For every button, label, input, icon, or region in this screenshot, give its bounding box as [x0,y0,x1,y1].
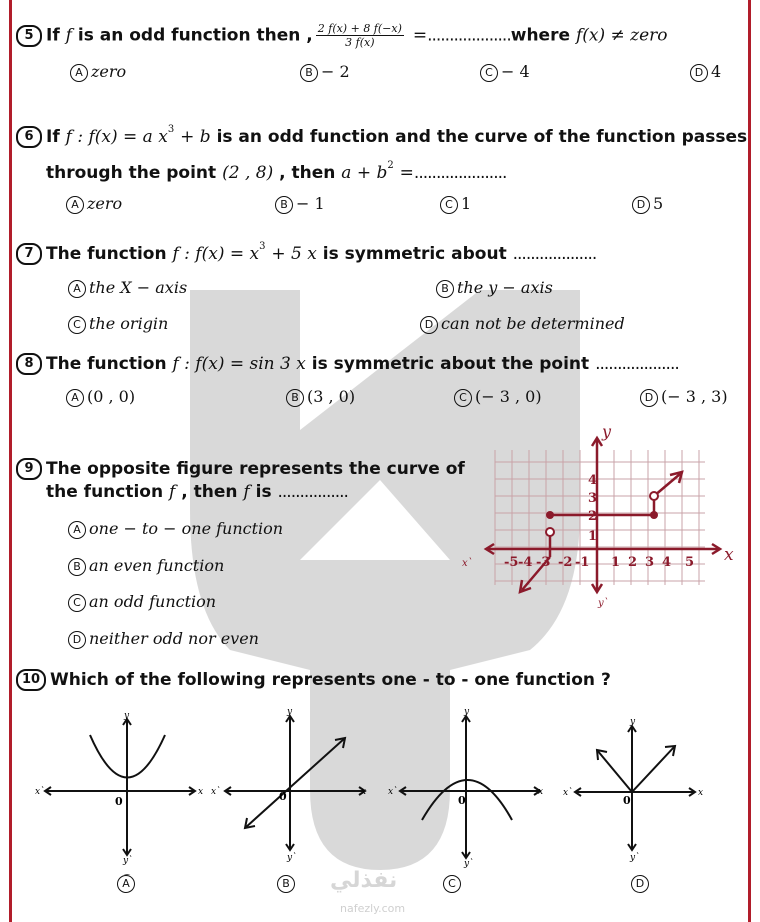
q9-option-c[interactable] [68,592,216,612]
y-neg-label: y` [123,856,133,866]
x-tick: 4 [662,555,672,570]
question-10 [16,669,611,691]
option-text: can not be determined [441,314,625,333]
option-letter: A [66,196,84,214]
option-letter: A [68,521,86,539]
question-number: 10 [16,669,46,691]
y-label: y [630,717,636,727]
option-text: (− 3 , 3) [661,387,728,406]
q5-option-b[interactable] [300,62,350,82]
x-label: x [698,788,704,798]
y-axis-label: y [602,422,612,441]
q10-option-d[interactable] [631,873,652,893]
x-neg-label: x` [563,788,573,798]
q6-equals: = [399,163,414,183]
q5-prefix: If [46,25,60,46]
q7-function: f : f(x) = x [172,244,260,264]
q7-prefix: The function [46,244,167,264]
q9-option-a[interactable] [68,519,283,539]
option-letter: C [68,316,86,334]
question-number: 7 [16,243,42,265]
y-tick: 2 [588,509,598,524]
q10-graph-a[interactable] [35,705,210,875]
q5-f: f [65,25,72,46]
brand-site: nafezly.com [340,902,406,915]
option-letter: C [443,875,461,893]
option-text: − 4 [501,62,530,81]
diagonal-line [245,738,345,828]
q9-closed-point-2 [650,511,658,519]
q5-fraction [316,22,404,49]
origin-label: 0 [623,794,631,807]
origin-label: 0 [115,795,123,808]
x-tick: 1 [611,555,621,570]
x-tick: 5 [685,555,695,570]
option-letter: A [68,280,86,298]
q5-denominator: 3 f(x) [345,36,375,49]
q9-blank: ................ [277,482,348,502]
q6-function: f : f(x) = a x [65,127,168,147]
absolute-value-curve [597,746,675,792]
option-letter: B [286,389,304,407]
q5-blank: ................... [427,25,511,46]
q9-curve [520,472,682,592]
q7-text: is symmetric about [322,244,507,264]
y-tick: 3 [588,491,598,506]
option-letter: B [275,196,293,214]
q9-option-b[interactable] [68,556,224,576]
q10-option-c[interactable] [443,873,464,893]
q7-function-tail: + 5 x [271,244,317,264]
q9-f-2: f [243,482,250,502]
x-axis-label: x [724,545,734,565]
y-tick: 4 [588,473,598,488]
x-label: x [198,787,204,797]
option-letter: C [68,594,86,612]
right-border [748,0,751,922]
option-text: an even function [89,556,225,575]
q9-f: f [169,482,176,502]
x-tick: 2 [628,555,638,570]
q7-option-a[interactable] [68,278,187,298]
q5-where: where [510,25,571,46]
question-8 [16,353,679,375]
option-text: − 1 [296,194,325,213]
q10-text: Which of the following represents one - to - one function ? [50,670,611,690]
q8-option-d[interactable] [640,387,728,407]
q10-graph-b[interactable] [205,700,380,870]
question-9 [16,458,465,480]
option-text: neither odd nor even [89,629,259,648]
option-text: zero [87,194,123,213]
q5-text: is an odd function then , [77,25,313,46]
option-text: 1 [461,194,472,213]
x-tick: -4 [518,555,533,570]
option-text: (3 , 0) [307,387,356,406]
option-letter: D [690,64,708,82]
option-letter: D [632,196,650,214]
question-6-line-2 [46,160,506,183]
option-letter: C [454,389,472,407]
option-letter: A [66,389,84,407]
brand-watermark: نفذلي [330,868,398,893]
y-label: y [464,707,470,717]
q9-graph [460,420,745,615]
q6-text-2: through the point [46,163,217,183]
q5-numerator: 2 f(x) + 8 f(−x) [317,22,402,35]
x-label: x [538,787,544,797]
q9-open-point-2 [650,492,658,500]
option-text: the y − axis [457,278,553,297]
y-label: y [287,707,293,717]
origin-label: 0 [458,794,466,807]
q5-condition: f(x) ≠ zero [575,25,668,46]
option-text: zero [91,62,127,81]
option-letter: B [277,875,295,893]
q8-text: is symmetric about the point [311,354,590,374]
question-number: 6 [16,126,42,148]
x-tick: 3 [645,555,655,570]
x-tick: -5 [504,555,519,570]
q10-option-a[interactable] [117,873,138,893]
q6-exponent: 3 [167,124,175,135]
y-tick: 1 [588,529,598,544]
option-text: (− 3 , 0) [475,387,542,406]
option-letter: D [640,389,658,407]
option-letter: D [631,875,649,893]
q6-option-c[interactable] [440,194,471,214]
option-letter: D [420,316,438,334]
q8-option-c[interactable] [454,387,542,407]
question-6 [16,124,747,148]
option-text: an odd function [89,592,217,611]
q6-exponent-2: 2 [387,160,394,171]
x-tick: -1 [575,555,590,570]
option-letter: C [480,64,498,82]
q9-text: The opposite figure represents the curve of [46,459,465,479]
q8-option-b[interactable] [286,387,355,407]
q6-text: is an odd function and the curve of the function passes [216,127,748,147]
option-text: the origin [89,314,169,333]
x-label: x [361,787,367,797]
q9-closed-point [546,511,554,519]
q6-function-tail: + b [180,127,211,147]
y-neg-label: y` [598,598,609,609]
q6-prefix: If [46,127,60,147]
q7-option-d[interactable] [420,314,625,334]
y-neg-label: y` [287,853,297,863]
q5-option-c[interactable] [480,62,530,82]
left-border [9,0,12,922]
option-letter: B [436,280,454,298]
q8-function: f : f(x) = sin 3 x [172,354,306,374]
x-neg-label: x` [388,787,398,797]
question-number: 8 [16,353,42,375]
q6-option-b[interactable] [275,194,325,214]
q6-point: (2 , 8) [222,163,274,183]
x-neg-label: x` [35,787,45,797]
q9-text-2: the function [46,482,164,502]
q6-expression: a + b [341,163,388,183]
q6-option-a[interactable] [66,194,122,214]
option-text: − 2 [321,62,350,81]
q8-blank: ................... [595,354,679,374]
option-letter: B [68,558,86,576]
q5-equals: = [412,25,428,46]
option-letter: C [440,196,458,214]
q7-option-b[interactable] [436,278,553,298]
q5-option-a[interactable] [70,62,126,82]
option-letter: D [68,631,86,649]
option-text: (0 , 0) [87,387,136,406]
question-5 [16,22,668,49]
y-label: y [124,711,130,721]
q7-blank: ................... [512,244,597,264]
y-neg-label: y` [630,853,640,863]
x-tick: -3 [536,555,551,570]
q9-open-point [546,528,554,536]
option-text: the X − axis [89,278,188,297]
question-7 [16,241,596,265]
question-9-line-2 [46,482,348,502]
option-text: 4 [711,62,722,81]
q6-text-3: , then [279,163,336,183]
question-number: 9 [16,458,42,480]
q9-text-3: , then [181,482,238,502]
y-neg-label: y` [464,859,474,869]
q6-blank: ..................... [413,163,507,183]
x-neg-label: x` [211,787,221,797]
q9-option-d[interactable] [68,629,259,649]
q7-exponent: 3 [259,241,266,252]
x-neg-label: x` [462,558,473,569]
q10-graph-d[interactable] [555,710,730,870]
x-tick: -2 [558,555,573,570]
q10-option-b[interactable] [277,873,298,893]
origin-label: 0 [279,790,287,803]
q8-prefix: The function [46,354,167,374]
option-letter: A [70,64,88,82]
q7-option-c[interactable] [68,314,168,334]
option-text: one − to − one function [89,519,284,538]
option-text: 5 [653,194,664,213]
option-letter: A [117,875,135,893]
q10-graph-c[interactable] [380,700,555,870]
q6-option-d[interactable] [632,194,663,214]
q8-option-a[interactable] [66,387,135,407]
q9-text-4: is [255,482,272,502]
question-number: 5 [16,25,42,47]
option-letter: B [300,64,318,82]
q5-option-d[interactable] [690,62,721,82]
